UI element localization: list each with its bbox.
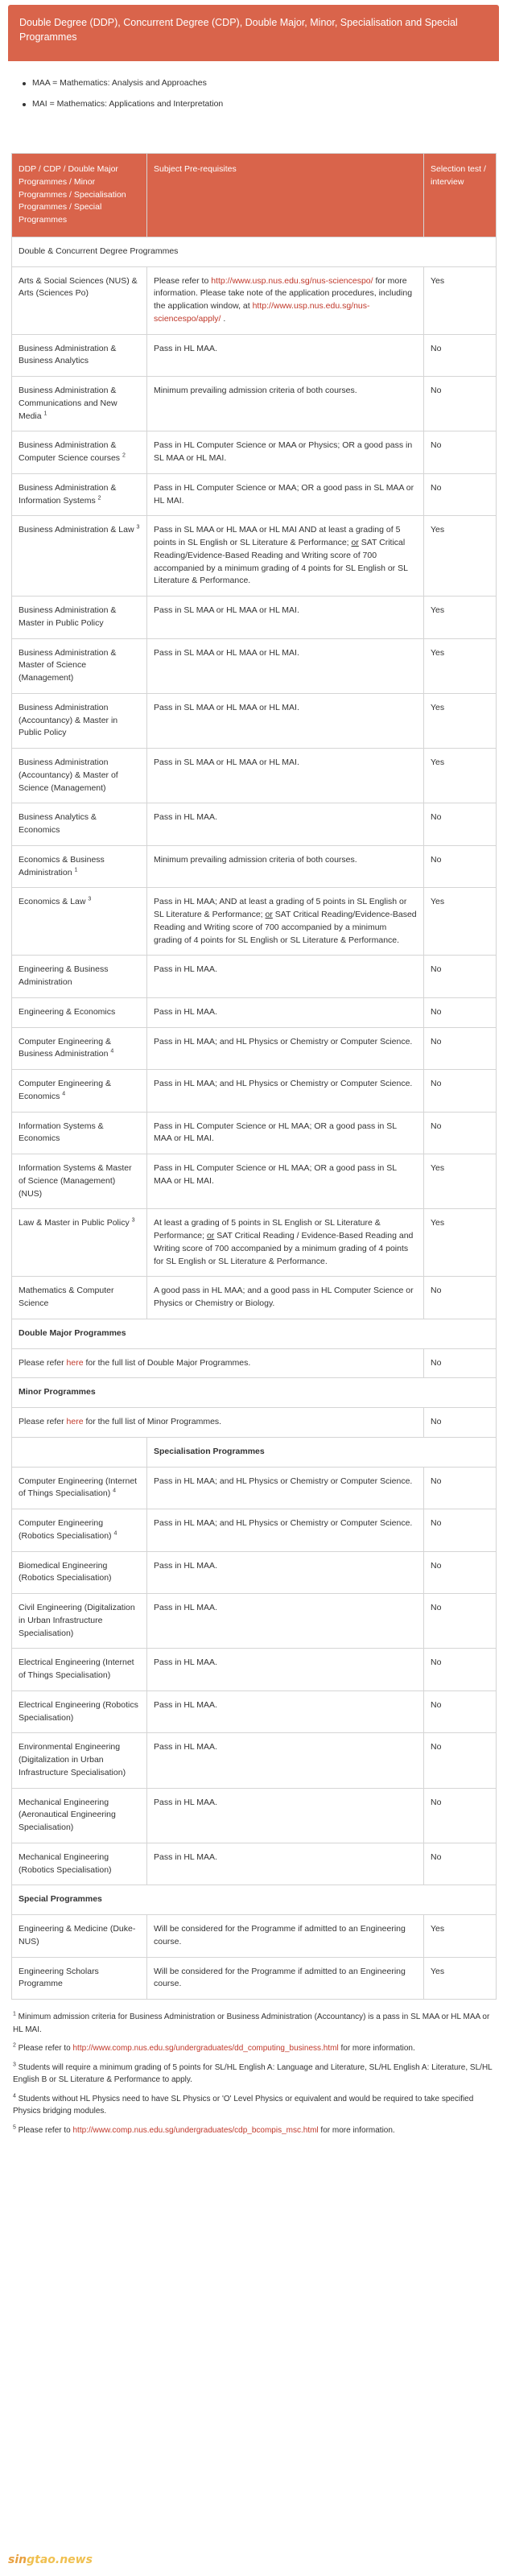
selection-value: No: [424, 1690, 497, 1733]
prerequisite-text: Pass in HL MAA.: [147, 1733, 424, 1788]
programme-name: Law & Master in Public Policy $^3$: [12, 1209, 147, 1277]
footnote-ref: 2: [122, 452, 126, 459]
table-row: [12, 1277, 497, 1319]
footnote-ref: 2: [97, 495, 101, 501]
programme-name: Business Administration & Master in Public Policy: [12, 597, 147, 639]
refer-text: Please refer here for the full list of Minor Programmes.: [12, 1408, 424, 1438]
table-row: [12, 1788, 497, 1843]
sciencespo-link[interactable]: http://www.usp.nus.edu.sg/nus-sciencespo/: [211, 275, 373, 286]
table-row: [12, 1348, 497, 1378]
header-prerequisites: Subject Pre-requisites: [147, 154, 424, 237]
footnote-5: $^5$ Please refer to http://www.comp.nus.edu.sg/undergraduates/cdp_bcompis_msc.html for more information.: [13, 2124, 395, 2135]
programme-name: Economics & Business Administration $^1$: [12, 845, 147, 888]
table-row: [12, 431, 497, 474]
selection-value: No: [424, 845, 497, 888]
selection-value: Yes: [424, 693, 497, 748]
prerequisite-text: Will be considered for the Programme if admitted to an Engineering course.: [147, 1957, 424, 2000]
programme-name: Business Administration (Accountancy) & Master of Science (Management): [12, 749, 147, 803]
table-row: [12, 693, 497, 748]
programme-name: Electrical Engineering (Internet of Things Specialisation): [12, 1649, 147, 1691]
table-row: [12, 1027, 497, 1070]
section-row-specialisation: [12, 1437, 497, 1467]
selection-value: No: [424, 803, 497, 846]
programme-name: Business Administration (Accountancy) & Master in Public Policy: [12, 693, 147, 748]
programme-name: Computer Engineering (Robotics Specialisation) $^4$: [12, 1509, 147, 1552]
table-row: [12, 749, 497, 803]
prerequisite-text: Pass in HL Computer Science or HL MAA; OR a good pass in SL MAA or HL MAI.: [147, 1154, 424, 1209]
footnote-4: $^4$ Students without HL Physics need to have SL Physics or 'O' Level Physics or equivalent and would be required to take specified Physics bridging modules.: [13, 2093, 474, 2116]
section-row-special-title: Special Programmes: [12, 1885, 497, 1915]
programme-name: Business Administration & Business Analytics: [12, 334, 147, 377]
programme-name: Electrical Engineering (Robotics Specialisation): [12, 1690, 147, 1733]
programme-name: Computer Engineering & Business Administration $^4$: [12, 1027, 147, 1070]
selection-value: No: [424, 997, 497, 1027]
programme-name: Business Administration & Master of Science (Management): [12, 638, 147, 693]
abbreviation-mai: MAI = Mathematics: Applications and Interpretation: [21, 98, 499, 119]
prerequisite-text: At least a grading of 5 points in SL English or SL Literature & Performance; or SAT Critical Reading / Evidence-Based Reading and Writing score of 700 accompanied by a minimum grading of 4 points for SL English or SL Literature & Performance.: [147, 1209, 424, 1277]
table-row: [12, 1690, 497, 1733]
computing-business-link[interactable]: http://www.comp.nus.edu.sg/undergraduates/dd_computing_business.html: [72, 2044, 339, 2053]
section-title-ddp: Double & Concurrent Degree Programmes: [12, 237, 497, 266]
prerequisite-text: Minimum prevailing admission criteria of both courses.: [147, 845, 424, 888]
prerequisite-text: Pass in HL MAA.: [147, 1843, 424, 1885]
selection-value: No: [424, 1348, 497, 1378]
programme-name: Engineering & Economics: [12, 997, 147, 1027]
selection-value: Yes: [424, 638, 497, 693]
programme-name: Computer Engineering & Economics $^4$: [12, 1070, 147, 1113]
prerequisite-text: Pass in HL Computer Science or MAA; OR a good pass in SL MAA or HL MAI.: [147, 473, 424, 516]
selection-value: No: [424, 1277, 497, 1319]
section-row-special: [12, 1885, 497, 1915]
prerequisite-text: Pass in HL MAA.: [147, 1551, 424, 1594]
prerequisite-text: Pass in HL MAA; and HL Physics or Chemistry or Computer Science.: [147, 1070, 424, 1113]
footnote-ref: 3: [131, 1217, 135, 1224]
table-row: [12, 377, 497, 431]
programme-name: Mechanical Engineering (Aeronautical Engineering Specialisation): [12, 1788, 147, 1843]
section-row-double-major: [12, 1319, 497, 1348]
footnote-ref: 4: [62, 1091, 66, 1097]
prerequisite-text: Pass in HL MAA; and HL Physics or Chemistry or Computer Science.: [147, 1509, 424, 1552]
programme-name: Business Administration & Communications and New Media $^1$: [12, 377, 147, 431]
programme-name: Engineering & Medicine (Duke-NUS): [12, 1915, 147, 1958]
header-programme: DDP / CDP / Double Major Programmes / Minor Programmes / Specialisation Programmes / Special Programmes: [12, 154, 147, 237]
programme-name: Arts & Social Sciences (NUS) & Arts (Sciences Po): [12, 266, 147, 334]
prerequisite-text: Pass in HL Computer Science or MAA or Physics; OR a good pass in SL MAA or HL MAI.: [147, 431, 424, 474]
programme-name: Mechanical Engineering (Robotics Specialisation): [12, 1843, 147, 1885]
selection-value: No: [424, 1649, 497, 1691]
selection-value: Yes: [424, 749, 497, 803]
prerequisite-text: Pass in HL MAA.: [147, 997, 424, 1027]
selection-value: No: [424, 1408, 497, 1438]
table-row: [12, 1649, 497, 1691]
footnotes: [8, 2000, 499, 2136]
selection-value: No: [424, 1112, 497, 1154]
selection-value: Yes: [424, 597, 497, 639]
selection-value: No: [424, 334, 497, 377]
sciencespo-apply-link[interactable]: http://www.usp.nus.edu.sg/nus-sciencespo/apply/: [154, 301, 370, 324]
selection-value: Yes: [424, 1915, 497, 1958]
table-row: [12, 997, 497, 1027]
programme-name: Engineering & Business Administration: [12, 956, 147, 998]
watermark-logo: singtao.news: [8, 2553, 93, 2566]
prerequisite-text: Minimum prevailing admission criteria of both courses.: [147, 377, 424, 431]
prerequisite-text: Please refer to http://www.usp.nus.edu.sg/nus-sciencespo/ for more information. Please take note of the application procedures, including the application window, at http://www.usp.nus.edu.sg/nus-sciencespo/apply/ .: [147, 266, 424, 334]
programme-name: Business Administration & Law $^3$: [12, 516, 147, 597]
prerequisites-table: [11, 153, 497, 2000]
prerequisite-text: Pass in HL MAA.: [147, 1788, 424, 1843]
table-row: [12, 1467, 497, 1509]
table-row: [12, 1733, 497, 1788]
programme-name: Environmental Engineering (Digitalization in Urban Infrastructure Specialisation): [12, 1733, 147, 1788]
programme-name: Information Systems & Economics: [12, 1112, 147, 1154]
table-row: [12, 638, 497, 693]
footnote-ref: 4: [113, 1488, 117, 1494]
programme-name: Mathematics & Computer Science: [12, 1277, 147, 1319]
programme-name: Business Administration & Computer Science courses $^2$: [12, 431, 147, 474]
prerequisite-text: Pass in HL MAA; and HL Physics or Chemistry or Computer Science.: [147, 1027, 424, 1070]
table-row: [12, 473, 497, 516]
table-row: [12, 1154, 497, 1209]
prerequisite-text: Pass in HL MAA.: [147, 1594, 424, 1649]
double-major-here-link[interactable]: here: [66, 1357, 84, 1368]
header-selection: Selection test / interview: [424, 154, 497, 237]
table-row: [12, 803, 497, 846]
prerequisite-text: Pass in HL MAA.: [147, 956, 424, 998]
selection-value: Yes: [424, 1957, 497, 2000]
footnote-2: $^2$ Please refer to http://www.comp.nus.edu.sg/undergraduates/dd_computing_business.html for more information.: [13, 2042, 415, 2053]
programme-name: Engineering Scholars Programme: [12, 1957, 147, 2000]
table-row: [12, 845, 497, 888]
table-row: [12, 597, 497, 639]
section-row-minor: [12, 1378, 497, 1408]
selection-value: No: [424, 1788, 497, 1843]
selection-value: No: [424, 1843, 497, 1885]
table-row: [12, 516, 497, 597]
selection-value: No: [424, 1467, 497, 1509]
prerequisite-text: Pass in HL MAA; and HL Physics or Chemistry or Computer Science.: [147, 1467, 424, 1509]
footnote-3: $^3$ Students will require a minimum grading of 5 points for SL/HL English A: Language and Literature, SL/HL English A: Literature, SL/HL English B or SL Literature & Performance to apply.: [13, 2062, 493, 2084]
table-row: [12, 1551, 497, 1594]
table-header-row: [12, 154, 497, 237]
footnote-ref: 4: [113, 1530, 117, 1537]
programme-name: Biomedical Engineering (Robotics Specialisation): [12, 1551, 147, 1594]
footnote-ref: 3: [88, 896, 92, 902]
table-row: [12, 1112, 497, 1154]
prerequisite-text: Pass in SL MAA or HL MAA or HL MAI AND at least a grading of 5 points in SL English or SL Literature & Performance; or SAT Critical Reading/Evidence-Based Reading and Writing score of 700 accompanied by a minimum grading of 4 points for SL English or SL Literature & Performance.: [147, 516, 424, 597]
selection-value: No: [424, 473, 497, 516]
programme-name: Economics & Law $^3$: [12, 888, 147, 956]
selection-value: No: [424, 1070, 497, 1113]
selection-value: No: [424, 377, 497, 431]
table-row: [12, 956, 497, 998]
table-row: [12, 1915, 497, 1958]
section-title-specialisation: Specialisation Programmes: [147, 1437, 497, 1467]
table-row: [12, 334, 497, 377]
prerequisite-text: Will be considered for the Programme if admitted to an Engineering course.: [147, 1915, 424, 1958]
table-row: [12, 1594, 497, 1649]
footnote-ref: 1: [43, 411, 47, 416]
section-row-double-major-title: Double Major Programmes: [12, 1319, 497, 1348]
programme-name: Computer Engineering (Internet of Things Specialisation) $^4$: [12, 1467, 147, 1509]
table-row: [12, 1209, 497, 1277]
prerequisite-text: Pass in HL MAA; AND at least a grading of 5 points in SL English or SL Literature & Performance; or SAT Critical Reading/Evidence-Based Reading and Writing score of 700 accompanied by a minimum grading of 4 points for SL English or SL Literature & Performance.: [147, 888, 424, 956]
empty-cell: [12, 1437, 147, 1467]
refer-text: Please refer here for the full list of Double Major Programmes.: [12, 1348, 424, 1378]
section-row-ddp: [12, 237, 497, 266]
selection-value: No: [424, 1509, 497, 1552]
cdp-bcompis-link[interactable]: http://www.comp.nus.edu.sg/undergraduates/cdp_bcompis_msc.html: [72, 2125, 319, 2135]
selection-value: Yes: [424, 888, 497, 956]
prerequisite-text: Pass in HL MAA.: [147, 1690, 424, 1733]
table-row: [12, 1408, 497, 1438]
selection-value: No: [424, 1551, 497, 1594]
abbreviation-maa: MAA = Mathematics: Analysis and Approaches: [21, 77, 499, 98]
programme-name: Civil Engineering (Digitalization in Urban Infrastructure Specialisation): [12, 1594, 147, 1649]
selection-value: Yes: [424, 516, 497, 597]
selection-value: Yes: [424, 266, 497, 334]
selection-value: No: [424, 431, 497, 474]
prerequisite-text: Pass in HL MAA.: [147, 1649, 424, 1691]
footnote-ref: 1: [74, 867, 78, 873]
selection-value: No: [424, 1594, 497, 1649]
page-title: Double Degree (DDP), Concurrent Degree (CDP), Double Major, Minor, Specialisation and Special Programmes: [8, 5, 499, 61]
abbreviation-list: [8, 61, 499, 153]
programme-name: Business Analytics & Economics: [12, 803, 147, 846]
programme-name: Business Administration & Information Systems $^2$: [12, 473, 147, 516]
footnote-ref: 4: [110, 1048, 114, 1055]
footnote-1: $^1$ Minimum admission criteria for Business Administration or Business Administration (Accountancy) is a pass in SL MAA or HL MAA or HL MAI.: [13, 2011, 490, 2034]
table-row: [12, 888, 497, 956]
prerequisite-text: Pass in SL MAA or HL MAA or HL MAI.: [147, 638, 424, 693]
table-row: [12, 1843, 497, 1885]
prerequisite-text: Pass in SL MAA or HL MAA or HL MAI.: [147, 693, 424, 748]
table-row: [12, 266, 497, 334]
table-row: [12, 1509, 497, 1552]
prerequisite-text: Pass in HL Computer Science or HL MAA; OR a good pass in SL MAA or HL MAI.: [147, 1112, 424, 1154]
selection-value: Yes: [424, 1154, 497, 1209]
programme-name: Information Systems & Master of Science (Management) (NUS): [12, 1154, 147, 1209]
prerequisite-text: Pass in SL MAA or HL MAA or HL MAI.: [147, 749, 424, 803]
prerequisite-text: Pass in HL MAA.: [147, 334, 424, 377]
table-row: [12, 1070, 497, 1113]
prerequisite-text: Pass in SL MAA or HL MAA or HL MAI.: [147, 597, 424, 639]
selection-value: Yes: [424, 1209, 497, 1277]
table-row: [12, 1957, 497, 2000]
prerequisite-text: A good pass in HL MAA; and a good pass in HL Computer Science or Physics or Chemistry or Biology.: [147, 1277, 424, 1319]
selection-value: No: [424, 1733, 497, 1788]
footnote-ref: 3: [136, 524, 140, 530]
selection-value: No: [424, 1027, 497, 1070]
minor-here-link[interactable]: here: [66, 1417, 84, 1426]
prerequisite-text: Pass in HL MAA.: [147, 803, 424, 846]
section-row-minor-title: Minor Programmes: [12, 1378, 497, 1408]
selection-value: No: [424, 956, 497, 998]
